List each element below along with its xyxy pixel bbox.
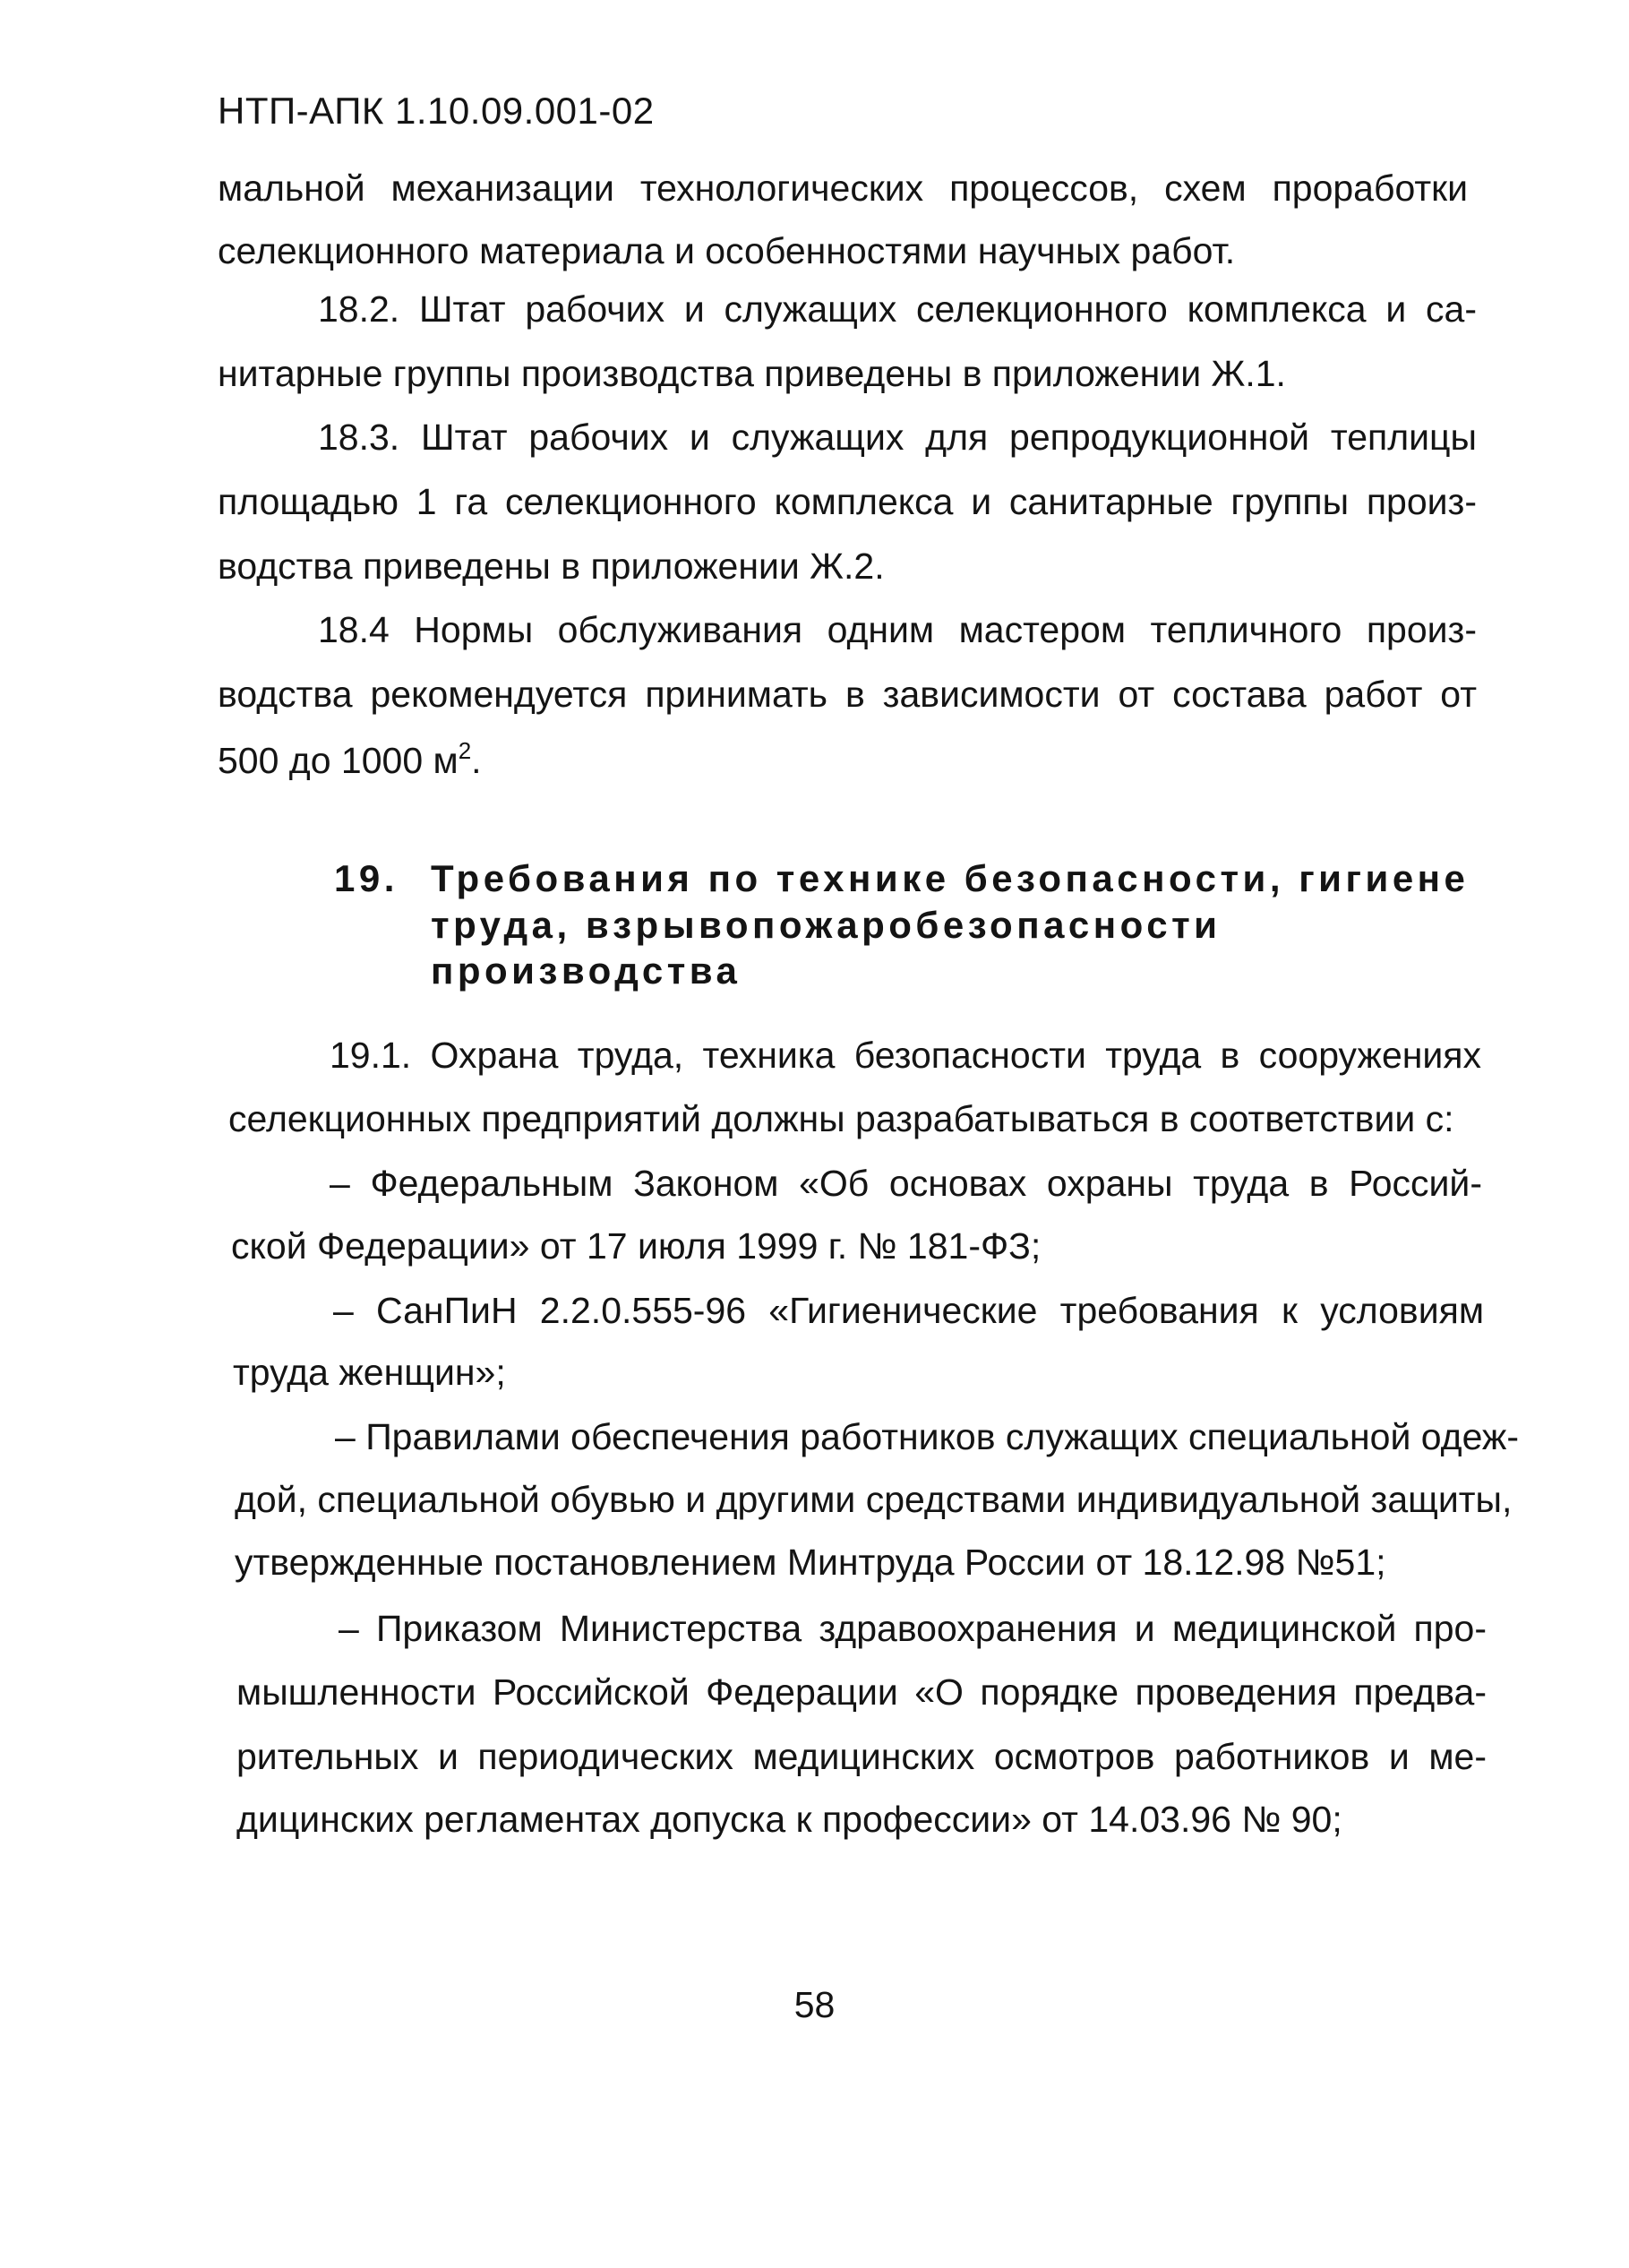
section-19-title-line-1: Требования по технике безопасности, гигиене (431, 857, 1470, 899)
list-item-4-line-1: – Приказом Министерства здравоохранения и медицинской про- (339, 1608, 1487, 1649)
paragraph-18-3-line-1: 18.3. Штат рабочих и служащих для репродукционной теплицы (318, 417, 1477, 458)
section-19-title-line-2: труда, взрывопожаробезопасности (431, 904, 1222, 946)
paragraph-18-4-line-1: 18.4 Нормы обслуживания одним мастером тепличного произ- (318, 609, 1477, 650)
list-item-4-line-3: рительных и периодических медицинских осмотров работников и ме- (236, 1736, 1487, 1777)
superscript-square: 2 (458, 737, 472, 764)
paragraph-18-2-line-2: нитарные группы производства приведены в приложении Ж.1. (218, 353, 1286, 394)
paragraph-19-1-line-1: 19.1. Охрана труда, техника безопасности труда в сооружениях (330, 1035, 1481, 1076)
paragraph-18-4-line-2: водства рекомендуется принимать в зависимости от состава работ от (218, 674, 1477, 715)
list-item-2-line-1: – СанПиН 2.2.0.555-96 «Гигиенические требования к условиям (333, 1290, 1484, 1331)
list-item-4-line-2: мышленности Российской Федерации «О порядке проведения предва- (236, 1671, 1487, 1713)
section-19-number: 19. (334, 857, 399, 899)
page-number: 58 (793, 1984, 836, 2025)
document-code: НТП-АПК 1.10.09.001-02 (218, 90, 655, 132)
paragraph-18-2-line-1: 18.2. Штат рабочих и служащих селекционного комплекса и са- (318, 288, 1477, 330)
list-item-2-line-2: труда женщин»; (233, 1352, 506, 1393)
list-item-4-line-4: дицинских регламентах допуска к профессии» от 14.03.96 № 90; (236, 1799, 1342, 1840)
list-item-1-line-2: ской Федерации» от 17 июля 1999 г. № 181-ФЗ; (231, 1225, 1042, 1267)
list-item-3-line-2: дой, специальной обувью и другими средствами индивидуальной защиты, (235, 1479, 1513, 1520)
list-item-3-line-1: – Правилами обеспечения работников служащих специальной одеж- (335, 1416, 1520, 1457)
paragraph-18-4-line-3: 500 до 1000 $м^2$. (218, 737, 482, 781)
section-19-title-line-3: производства (431, 949, 742, 992)
list-item-3-line-3: утвержденные постановлением Минтруда России от 18.12.98 №51; (235, 1542, 1386, 1583)
list-item-1-line-1: – Федеральным Законом «Об основах охраны труда в Россий- (330, 1163, 1482, 1204)
paragraph-continuation-line-2: селекционного материала и особенностями научных работ. (218, 230, 1236, 271)
paragraph-19-1-line-2: селекционных предприятий должны разрабатываться в соответствии с: (228, 1098, 1454, 1139)
paragraph-18-3-line-2: площадью 1 га селекционного комплекса и санитарные группы произ- (218, 481, 1477, 522)
paragraph-18-3-line-3: водства приведены в приложении Ж.2. (218, 546, 885, 587)
paragraph-continuation-line-1: мальной механизации технологических процессов, схем проработки (218, 168, 1468, 209)
